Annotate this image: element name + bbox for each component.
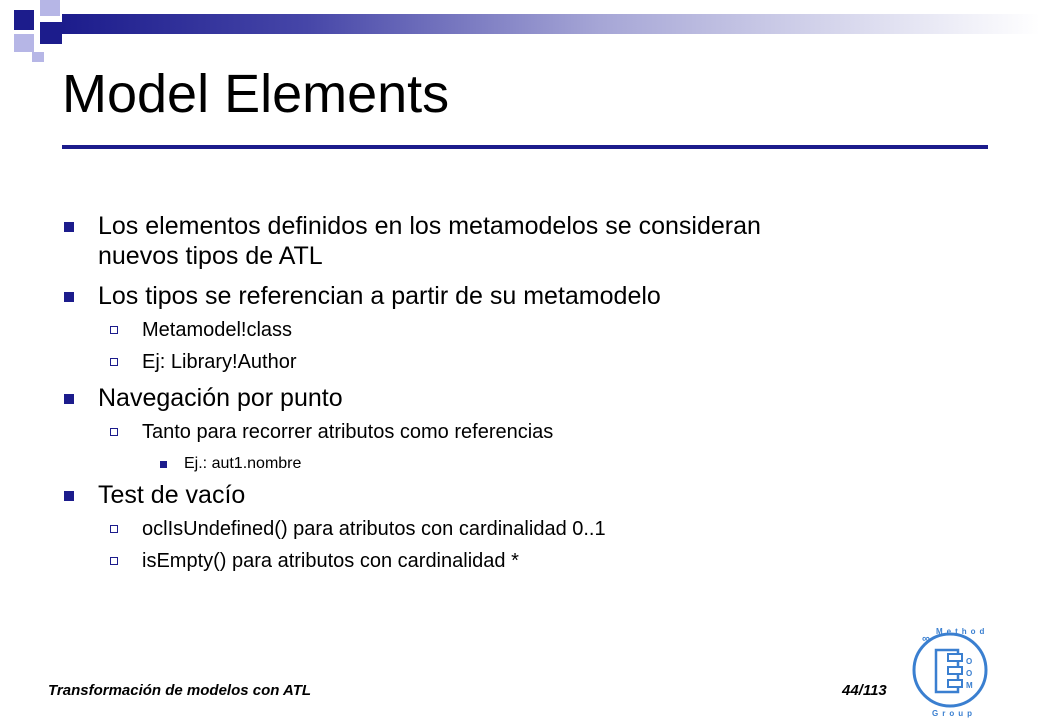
bullet-text: Los elementos definidos en los metamodelos se consideran	[98, 212, 761, 240]
decor-square-1	[14, 10, 34, 30]
logo-icon	[902, 620, 1012, 720]
sub-bullet-marker	[110, 358, 118, 366]
title-underline	[62, 145, 988, 149]
sub-bullet-marker	[110, 525, 118, 533]
decor-square-5	[32, 52, 44, 62]
svg-text:O: O	[966, 669, 973, 678]
footer-course-title: Transformación de modelos con ATL	[48, 682, 312, 699]
sub-bullet-marker	[110, 326, 118, 334]
sub-sub-bullet-marker	[160, 461, 167, 468]
sub-bullet-text: Ej: Library!Author	[142, 351, 297, 373]
bullet-marker	[64, 491, 74, 501]
sub-sub-bullet-text: Ej.: aut1.nombre	[184, 455, 302, 472]
oo-method-logo	[902, 620, 1012, 720]
decor-square-4	[40, 22, 62, 44]
page-number: 44/113	[842, 682, 887, 699]
decor-square-2	[40, 0, 60, 16]
sub-bullet-text: Metamodel!class	[142, 319, 293, 341]
sub-bullet-text: Tanto para recorrer atributos como referencias	[142, 421, 554, 443]
bullet-marker	[64, 222, 74, 232]
decor-square-3	[14, 34, 34, 52]
svg-text:M: M	[966, 681, 973, 690]
sub-bullet-marker	[110, 557, 118, 565]
sub-bullet-text: oclIsUndefined() para atributos con cardinalidad 0..1	[142, 518, 606, 540]
svg-text:Method: Method	[936, 627, 989, 636]
svg-text:O: O	[966, 657, 973, 666]
bullet-text: Navegación por punto	[98, 384, 343, 412]
bullet-text: Los tipos se referencian a partir de su metamodelo	[98, 282, 661, 310]
bullet-marker	[64, 394, 74, 404]
slide-title: Model Elements	[62, 64, 450, 124]
bullet-marker	[64, 292, 74, 302]
sub-bullet-text: isEmpty() para atributos con cardinalidad *	[142, 550, 519, 572]
svg-text:Group: Group	[932, 709, 976, 718]
bullet-text-continuation: nuevos tipos de ATL	[98, 242, 323, 270]
sub-bullet-marker	[110, 428, 118, 436]
bullet-text: Test de vacío	[98, 481, 246, 509]
header-gradient-bar	[62, 14, 1040, 34]
svg-text:∞: ∞	[922, 633, 930, 645]
